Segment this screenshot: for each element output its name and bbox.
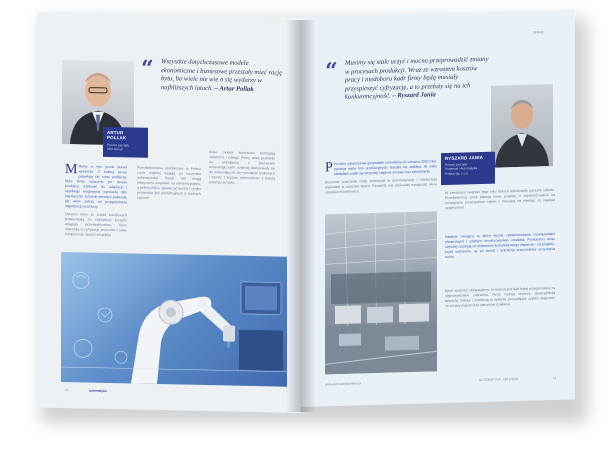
right-body1-text: Kluczowe znaczenie miały inwestycje w automatyzację i robotyzację wykonane w ostatnich latach. Pozwoliły one zachować wydajność mimo ograniczeń kadrowych. <box>325 177 437 195</box>
quote-mark-icon: “ <box>325 57 338 85</box>
factory-hall-image <box>325 211 437 374</box>
person-name: RYSZARD JANIA <box>445 154 484 161</box>
person-company: APA Group <box>107 147 123 152</box>
right-footer-issue: AUTOMATYKA · NR 5/2021 <box>479 376 519 383</box>
drop-cap: M <box>65 162 78 178</box>
pull-quote-text: Musimy się stale uczyć i mocno przeprowadzić zmiany w procesach produkcji. Wraz ze wzrostem kosztów pracy i niedoboru kadr firmy będą musiały przyspieszyć cyfryzację, a to przełoży się na ich konkurencyjność. <box>345 55 489 102</box>
person-name: ARTUR POLLAK <box>107 129 127 141</box>
right-column-2c: Mimo trudności obserwujemy, że branża jest dziś lepiej przygotowana na nieprzewidziane zdarzenia. Firmy budują rezerwy, dywersyfikują łańcuchy dostaw i inwestują w systemy pozwalające szybko reagować na zmiany popytu oraz warunków działania. <box>445 285 555 308</box>
person-company-2: Polska Sp. z o.o. <box>445 171 469 176</box>
pull-quote-text: Wszystkie dotychczasowe modele ekonomiczne i biznesowe przestały mieć rację bytu, bo wiele nie wie o się wydarzy w najbliższych latach. <box>161 58 283 92</box>
section-tag: OPINIE <box>533 30 544 35</box>
robot-arm-image <box>61 252 287 387</box>
right-intro <box>325 159 437 195</box>
name-box-artur <box>103 127 148 158</box>
person-silhouette-icon <box>491 84 553 168</box>
left-footer-logo: automatyka <box>89 388 107 393</box>
right-column-2b <box>445 232 555 260</box>
right-intro-text: Pomimo ograniczenia gospodarki od kwietnia do czerwca 2020 roku, sytuacja wielu firm produkcyjnych okazała się stabilna. W wielu zakładach udało się utrzymać ciągłość dostaw oraz zatrudnienie. <box>333 159 437 177</box>
name-box-ryszard <box>441 152 495 186</box>
left-col1b-text: Ostatnio dane ze źródeł branżowych potwierdzają, że największe korzyści osiągają przedsiębiorstwa, które inwestują w cyfryzację procesów i nowe kompetencje swoich zespołów. <box>65 212 127 238</box>
left-column-3: Nowe modele biznesowe wymagają otwartości i odwagi. Firmy, które postawiły na współpracę z partnerami technologicznymi, szybciej dostosowały się do zmieniających się warunków rynkowych i wyszły z kryzysu wzmocnione, z lepszą pozycją na rynku. <box>209 150 275 185</box>
person-role: Prezes zarządu <box>107 142 130 148</box>
person-role: Prezes zarządu <box>445 162 468 167</box>
robot-arm-illustration <box>61 252 287 387</box>
pull-quote-author: – Artur Pollak <box>214 84 254 93</box>
left-page <box>37 11 301 413</box>
pull-quote <box>161 58 283 95</box>
quote-mark-icon: “ <box>141 55 154 82</box>
right-footer-url: www.automatykaonline.pl <box>325 381 361 387</box>
factory-illustration <box>325 211 437 374</box>
pull-quote <box>345 56 491 103</box>
left-column-2: Przedsiębiorstwa produkcyjne w Polsce coraz chętniej sięgają po narzędzia automatyzacji. Dzięki nim mogą elastycznie reagować na wahania popytu, a jednocześnie ograniczać koszty i ryzyko przestojów linii produkcyjnych w trudnych czasach. <box>137 165 201 200</box>
left-page-number: 10 <box>65 388 69 393</box>
pull-quote-author: – Ryszard Jania <box>392 91 436 100</box>
right-page <box>301 9 575 407</box>
right-body3-text: Ostatnie miesiące to także wzrost zainteresowania rozwiązaniami chmurowymi i zdalnym monitorowaniem instalacji. Producenci coraz częściej oczekują od dostawców kompleksowego wsparcia – od projektu, przez wdrożenie, aż po serwis i szkolenia pracowników utrzymania ruchu. <box>445 231 555 259</box>
right-column-2a: W pierwszym kwartale tego roku branża odnotowała wyraźne odbicie. Przedsiębiorcy znów planują nowe projekty, a zapotrzebowanie na rozwiązania przemysłowe rośnie z miesiąca na miesiąc, co napawa optymizmem. <box>445 187 555 210</box>
drop-cap: P <box>325 160 333 176</box>
left-col1-text: Mamy w tym gronie ponad wyzwania. Z każdej strony pojawiają się nowe problemy, które firmy sztucznie po stronie produkcji. Zdolność do adaptacji i szybkiego reagowania wyznacza dziś zwycięzców. Ostatnie miesiące pokazały, jak wiele zależy od przygotowania organizacji na zmiany. <box>65 164 127 209</box>
person-company: Przemysł i Automatyka <box>445 166 478 172</box>
portrait-ryszard-jania <box>491 84 553 168</box>
right-page-number: 11 <box>553 375 557 380</box>
left-column-1 <box>65 164 127 238</box>
